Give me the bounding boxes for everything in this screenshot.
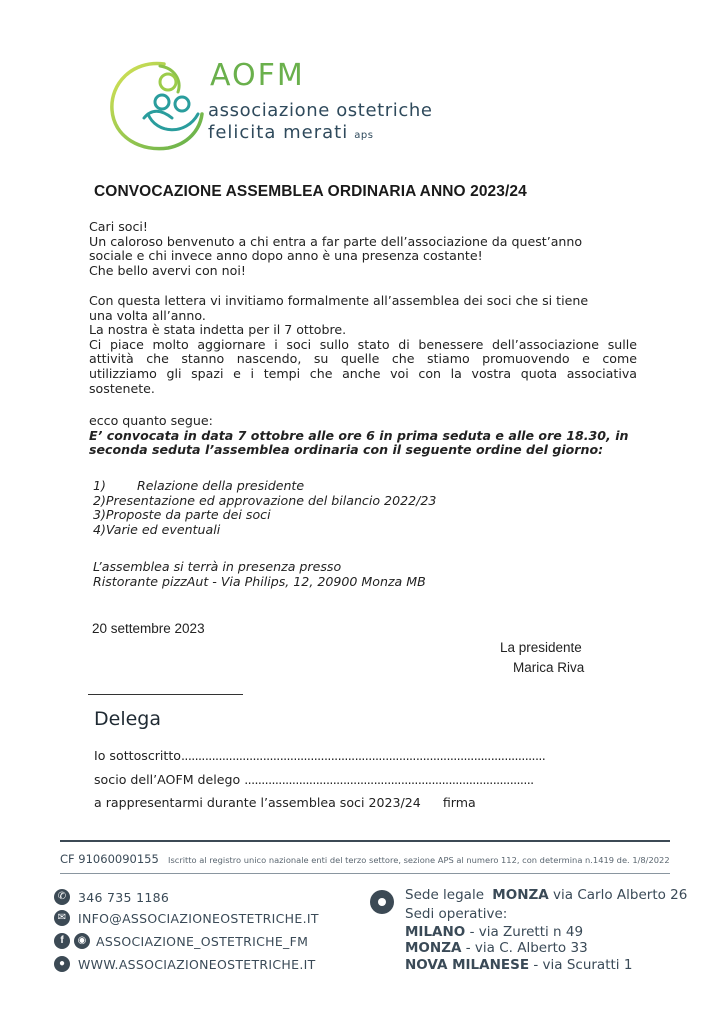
logo-line2-text: felicita merati (208, 122, 349, 143)
greeting-paragraph (89, 220, 637, 278)
greeting-line: sociale e chi invece anno dopo anno è una presenza costante! (89, 248, 483, 264)
page-title: CONVOCAZIONE ASSEMBLEA ORDINARIA ANNO 2023/24 (94, 183, 527, 200)
delega-name-field[interactable]: ........................................................................................................... (181, 748, 546, 763)
logo-name: AOFM (210, 58, 305, 93)
agenda-item: 3)Proposte da parte dei soci (93, 507, 271, 523)
logo-line1: associazione ostetriche (208, 100, 433, 121)
facebook-icon: f (54, 933, 70, 949)
sede-op-city: MONZA (405, 940, 462, 956)
convocation-line: seconda seduta l’assemblea ordinaria con il seguente ordine del giorno: (89, 442, 604, 458)
greeting-line: Cari soci! (89, 219, 148, 234)
signature-name: Marica Riva (513, 660, 585, 675)
logo-line2 (208, 122, 373, 143)
footer-sede-legale (405, 887, 687, 903)
delega-line-name (94, 748, 545, 763)
intro-paragraph (89, 294, 637, 396)
intro-line: utilizziamo gli spazi e i tempi che anche voi con la vostra quota associativa (89, 365, 637, 381)
delega-represent-text: a rappresentarmi durante l’assemblea soci 2023/24 (94, 795, 421, 810)
sede-op-address: - via Zuretti n 49 (465, 924, 584, 940)
intro-line: Ci piace molto aggiornare i soci sullo stato di benessere dell’associazione sulle (89, 336, 637, 352)
logo (100, 52, 480, 162)
delega-name-label: Io sottoscritto (94, 748, 182, 763)
instagram-icon: ◉ (74, 933, 90, 949)
footer-rule (60, 840, 670, 842)
delega-separator (88, 694, 243, 695)
agenda-list (93, 479, 633, 537)
logo-mark-icon (102, 52, 210, 160)
sede-op-city: MILANO (405, 924, 466, 940)
venue-address: Ristorante pizzAut - Via Philips, 12, 20900 Monza MB (93, 573, 426, 589)
footer-cf: CF 91060090155 (60, 852, 159, 866)
agenda-item (93, 479, 633, 494)
sede-city: MONZA (492, 887, 549, 903)
greeting-line: Che bello avervi con noi! (89, 262, 246, 278)
venue-line: L’assemblea si terrà in presenza presso (93, 559, 342, 574)
footer-website[interactable]: WWW.ASSOCIAZIONEOSTETRICHE.IT (78, 956, 316, 972)
globe-icon: ● (54, 956, 70, 972)
venue (93, 560, 633, 589)
delega-line-represent (94, 795, 476, 810)
footer-phone[interactable]: 346 735 1186 (78, 889, 170, 905)
agenda-item-text: Relazione della presidente (137, 478, 305, 493)
intro-line: una volta all’anno. (89, 307, 206, 323)
convocation-lead: ecco quanto segue: (89, 413, 213, 428)
sede-label: Sede legale (405, 887, 484, 903)
agenda-item-number: 1) (93, 478, 106, 493)
delega-title: Delega (94, 708, 161, 730)
delega-line-member (94, 772, 534, 787)
location-pin-icon (370, 890, 394, 914)
signature-role: La presidente (500, 640, 582, 655)
sede-op-address: - via Scuratti 1 (529, 957, 633, 973)
footer-registry: Iscritto al registro unico nazionale enti del terzo settore, sezione APS al numero 112, con determina n.1419 de. 1/8/2022 (168, 855, 670, 865)
footer-phone-row (54, 889, 169, 905)
email-icon: ✉ (54, 910, 70, 926)
footer-sedi-label: Sedi operative: (405, 906, 508, 922)
sede-op-address: - via C. Alberto 33 (461, 940, 588, 956)
agenda-item: 2)Presentazione ed approvazione del bilancio 2022/23 (93, 492, 437, 508)
sede-op-city: NOVA MILANESE (405, 957, 530, 973)
greeting-line: Un caloroso benvenuto a chi entra a far parte dell’associazione da quest’anno (89, 233, 583, 249)
sede-address: via Carlo Alberto 26 (553, 887, 688, 903)
convocation (89, 414, 649, 458)
intro-line: La nostra è stata indetta per il 7 ottobre. (89, 322, 347, 338)
convocation-line: E’ convocata in data 7 ottobre alle ore 6 in prima seduta e alle ore 18.30, in (89, 427, 629, 443)
footer-rule-bottom (60, 873, 670, 874)
delega-firma-label: firma (442, 795, 476, 810)
footer-sede-operativa (405, 957, 632, 973)
footer-email-row (54, 910, 319, 926)
footer-social-row (54, 933, 308, 949)
footer-sede-operativa (405, 940, 588, 956)
footer-email[interactable]: INFO@ASSOCIAZIONEOSTETRICHE.IT (78, 910, 319, 926)
footer-website-row (54, 956, 316, 972)
intro-line: attività che stanno nascendo, su quelle che stiamo promuovendo e come (89, 351, 637, 367)
logo-suffix: aps (354, 130, 374, 141)
footer-social[interactable]: ASSOCIAZIONE_OSTETRICHE_FM (96, 933, 309, 949)
intro-line: sostenete. (89, 380, 155, 396)
whatsapp-icon: ✆ (54, 889, 70, 905)
agenda-item: 4)Varie ed eventuali (93, 521, 221, 537)
footer-sede-operativa (405, 924, 583, 940)
delega-member-label: socio dell’AOFM delego (94, 772, 245, 787)
delega-member-field[interactable]: ..................................................................................... (244, 772, 534, 787)
letter-date: 20 settembre 2023 (92, 621, 205, 636)
intro-line: Con questa lettera vi invitiamo formalmente all’assemblea dei soci che si tiene (89, 293, 589, 308)
